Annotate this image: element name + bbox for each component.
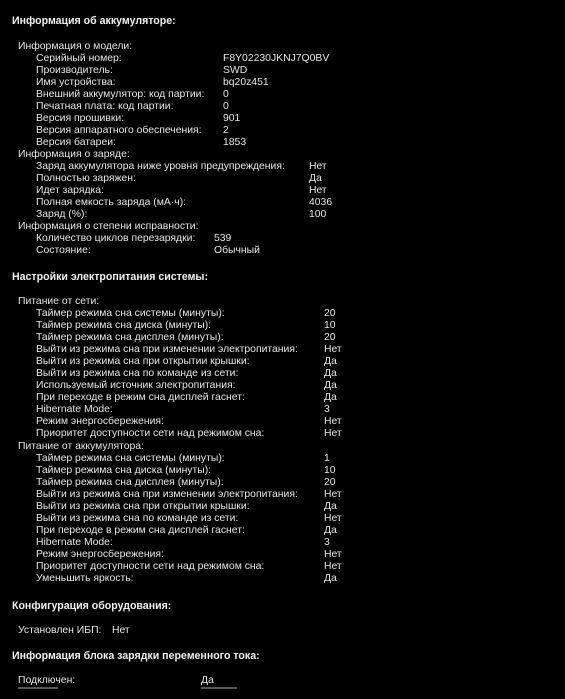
clipped-text-fragment xyxy=(18,687,58,689)
row-label-pack-lot: Внешний аккумулятор: код партии: xyxy=(36,89,205,100)
row-label-ac-current-source: Используемый источник электропитания: xyxy=(36,380,236,391)
row-value-bat-reduce-brightness: Да xyxy=(324,573,337,584)
row-label-device-name: Имя устройства: xyxy=(36,77,116,88)
clipped-value-fragment xyxy=(201,687,237,689)
row-label-ac-network-priority: Приоритет доступности сети над режимом сна: xyxy=(36,428,265,439)
row-value-bat-hibernate: 3 xyxy=(324,537,330,548)
row-value-ac-low-power: Нет xyxy=(324,416,342,427)
row-value-cycle-count: 539 xyxy=(214,233,232,244)
row-label-ac-wake-network: Выйти из режима сна по команде из сети: xyxy=(36,368,239,379)
row-value-fully-charged: Да xyxy=(309,173,322,184)
row-value-ac-wake-power-change: Нет xyxy=(324,344,342,355)
row-value-bat-wake-lid: Да xyxy=(324,501,337,512)
row-value-below-warning: Нет xyxy=(309,161,327,172)
row-label-cell: Версия батареи: xyxy=(36,137,116,148)
row-label-charging: Идет зарядка: xyxy=(36,185,104,196)
row-value-ac-wake-network: Да xyxy=(324,368,337,379)
row-value-full-capacity: 4036 xyxy=(309,197,333,208)
row-value-ac-disk-sleep: 10 xyxy=(324,320,336,331)
row-label-ac-low-power: Режим энергосбережения: xyxy=(36,416,164,427)
row-label-bat-wake-network: Выйти из режима сна по команде из сети: xyxy=(36,513,239,524)
row-label-bat-display-off: При переходе в режим сна дисплей гаснет: xyxy=(36,525,245,536)
row-label-fully-charged: Полностью заряжен: xyxy=(36,173,136,184)
row-value-connected: Да xyxy=(201,675,214,686)
row-value-ac-network-priority: Нет xyxy=(324,428,342,439)
row-label-below-warning: Заряд аккумулятора ниже уровня предупреждения: xyxy=(36,161,285,172)
row-label-bat-wake-lid: Выйти из режима сна при открытии крышки: xyxy=(36,501,250,512)
row-value-ac-hibernate: 3 xyxy=(324,404,330,415)
section-title-hardware-config: Конфигурация оборудования: xyxy=(12,600,172,612)
row-label-bat-hibernate: Hibernate Mode: xyxy=(36,537,113,548)
row-label-bat-sys-sleep: Таймер режима сна системы (минуты): xyxy=(36,453,225,464)
row-label-ac-wake-power-change: Выйти из режима сна при изменении электропитания: xyxy=(36,344,298,355)
row-value-bat-disk-sleep: 10 xyxy=(324,465,336,476)
row-value-bat-display-sleep: 20 xyxy=(324,477,336,488)
section-title-battery: Информация об аккумуляторе: xyxy=(12,15,176,27)
group-title-battery-power: Питание от аккумулятора: xyxy=(18,441,144,452)
row-label-manufacturer: Производитель: xyxy=(36,65,113,76)
row-value-charge-percent: 100 xyxy=(309,209,327,220)
row-label-ac-display-sleep: Таймер режима сна дисплея (минуты): xyxy=(36,332,224,343)
row-label-full-capacity: Полная емкость заряда (мА·ч): xyxy=(36,197,187,208)
row-label-bat-disk-sleep: Таймер режима сна диска (минуты): xyxy=(36,465,212,476)
row-value-bat-sys-sleep: 1 xyxy=(324,453,330,464)
row-label-charge-percent: Заряд (%): xyxy=(36,209,88,220)
row-label-ac-display-off: При переходе в режим сна дисплей гаснет: xyxy=(36,392,245,403)
row-value-ac-display-sleep: 20 xyxy=(324,332,336,343)
row-label-pcb-lot: Печатная плата: код партии: xyxy=(36,101,174,112)
row-label-bat-wake-power-change: Выйти из режима сна при изменении электропитания: xyxy=(36,489,298,500)
row-value-firmware: 901 xyxy=(223,113,241,124)
row-label-bat-reduce-brightness: Уменьшить яркость: xyxy=(36,573,134,584)
row-value-hardware: 2 xyxy=(223,125,229,136)
section-title-ac-charger: Информация блока зарядки переменного тока: xyxy=(12,650,260,662)
row-value-bat-network-priority: Нет xyxy=(324,561,342,572)
row-label-ac-hibernate: Hibernate Mode: xyxy=(36,404,113,415)
row-value-pcb-lot: 0 xyxy=(223,101,229,112)
row-value-ups: Нет xyxy=(112,625,130,636)
row-label-ac-sys-sleep: Таймер режима сна системы (минуты): xyxy=(36,308,225,319)
group-title-ac-power: Питание от сети: xyxy=(18,296,100,307)
row-value-manufacturer: SWD xyxy=(223,65,248,76)
row-value-ac-display-off: Да xyxy=(324,392,337,403)
row-value-cell: 1853 xyxy=(223,137,247,148)
row-value-ac-wake-lid: Да xyxy=(324,356,337,367)
row-label-serial: Серийный номер: xyxy=(36,53,122,64)
row-label-ac-disk-sleep: Таймер режима сна диска (минуты): xyxy=(36,320,212,331)
row-value-bat-display-off: Да xyxy=(324,525,337,536)
row-label-ac-wake-lid: Выйти из режима сна при открытии крышки: xyxy=(36,356,250,367)
row-label-connected: Подключен: xyxy=(18,675,76,686)
row-value-ac-sys-sleep: 20 xyxy=(324,308,336,319)
row-label-condition: Состояние: xyxy=(36,245,91,256)
row-label-bat-display-sleep: Таймер режима сна дисплея (минуты): xyxy=(36,477,224,488)
row-value-device-name: bq20z451 xyxy=(223,77,269,88)
row-value-pack-lot: 0 xyxy=(223,89,229,100)
clipped-next-row xyxy=(0,687,565,699)
row-value-bat-low-power: Нет xyxy=(324,549,342,560)
group-title-model-info: Информация о модели: xyxy=(18,41,133,52)
row-label-bat-low-power: Режим энергосбережения: xyxy=(36,549,164,560)
row-label-cycle-count: Количество циклов перезарядки: xyxy=(36,233,196,244)
row-label-bat-network-priority: Приоритет доступности сети над режимом сна: xyxy=(36,561,265,572)
row-label-hardware: Версия аппаратного обеспечения: xyxy=(36,125,202,136)
row-value-bat-wake-network: Нет xyxy=(324,513,342,524)
row-value-bat-wake-power-change: Нет xyxy=(324,489,342,500)
row-label-firmware: Версия прошивки: xyxy=(36,113,125,124)
group-title-health-info: Информация о степени исправности: xyxy=(18,221,199,232)
row-value-charging: Нет xyxy=(309,185,327,196)
section-title-power-settings: Настройки электропитания системы: xyxy=(12,271,209,283)
row-value-serial: F8Y02230JKNJ7Q0BV xyxy=(223,53,330,64)
row-value-ac-current-source: Да xyxy=(324,380,337,391)
group-title-charge-info: Информация о заряде: xyxy=(18,149,130,160)
row-value-condition: Обычный xyxy=(214,245,260,256)
row-label-ups: Установлен ИБП: xyxy=(18,625,102,636)
